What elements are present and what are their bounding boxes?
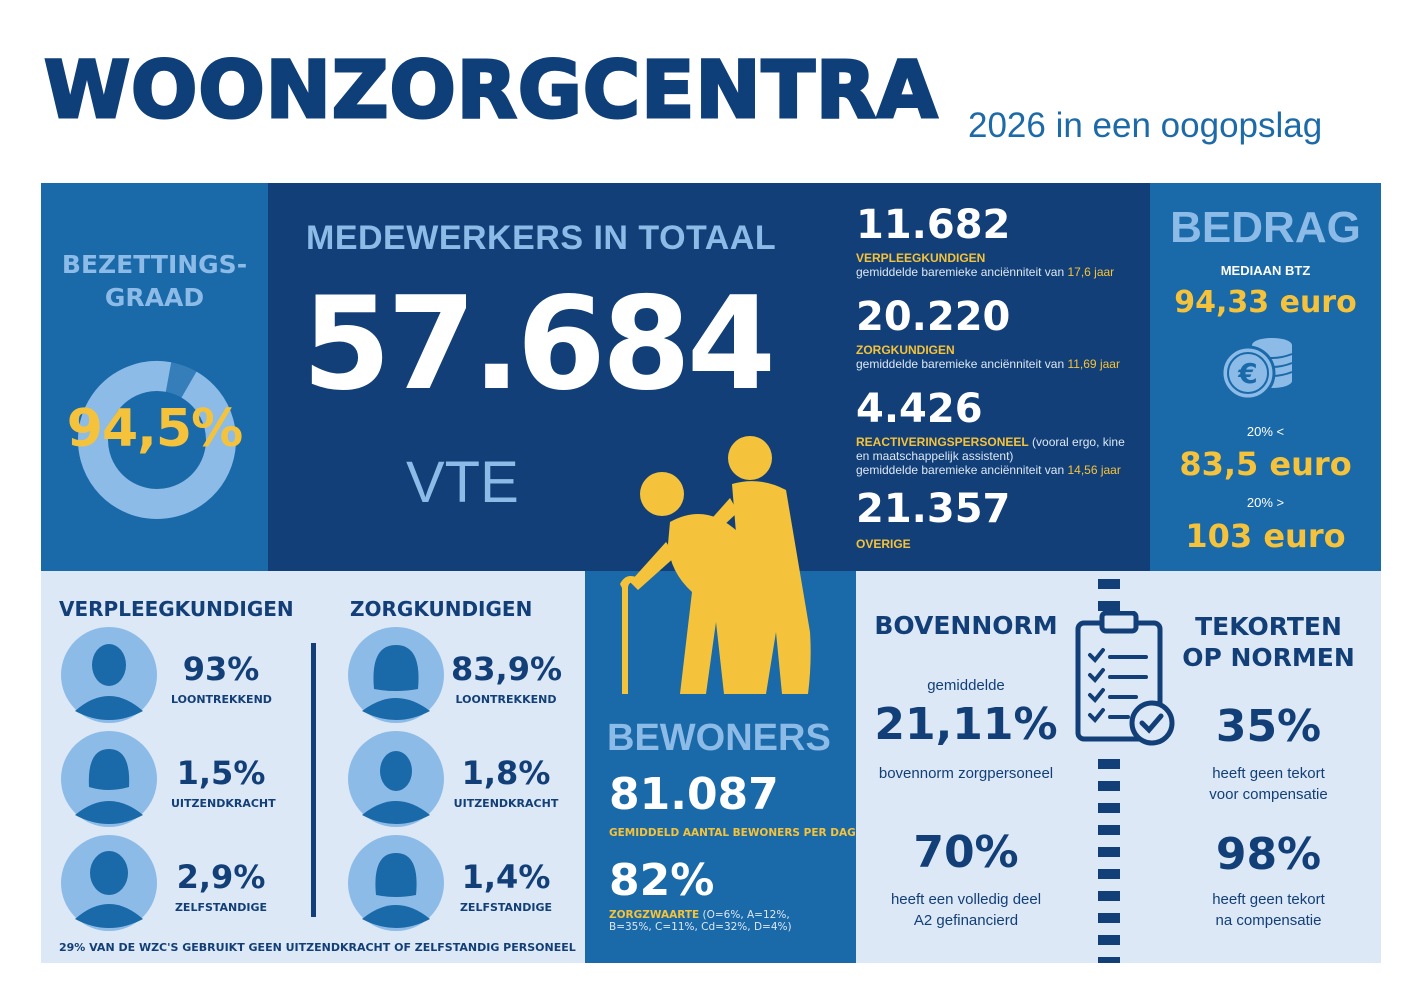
list-item <box>348 627 444 727</box>
shortage-heading-line1: TEKORTEN <box>1195 612 1342 641</box>
staff-group-title-extra2: en maatschappelijk assistent) <box>856 449 1014 463</box>
svg-text:€: € <box>1238 357 1258 390</box>
nurses-heading: VERPLEEGKUNDIGEN <box>59 597 294 621</box>
staff-group-other <box>856 486 1146 551</box>
above-norm-desc: bovennorm zorgpersoneel <box>878 765 1054 782</box>
occupancy-panel <box>41 183 268 571</box>
staff-group-note: gemiddelde baremieke anciënniteit van <box>856 265 1068 279</box>
a2-desc-line1: heeft een volledig deel <box>890 891 1042 908</box>
amount-median-value: 94,33 euro <box>1174 285 1357 320</box>
residents-count-label: GEMIDDELD AANTAL BEWONERS PER DAG <box>609 827 856 839</box>
stat-label: LOONTREKKEND <box>455 693 557 706</box>
stat-label: UITZENDKRACHT <box>171 797 276 810</box>
person-avatar-icon <box>61 627 157 723</box>
list-item <box>61 731 157 831</box>
column-divider <box>311 643 316 917</box>
stat-label: ZELFSTANDIGE <box>459 901 553 914</box>
list-item <box>61 627 157 727</box>
shortage-before-value: 35% <box>1215 701 1322 752</box>
staff-group-reactivation <box>856 386 1146 477</box>
staff-group-title: REACTIVERINGSPERSONEEL <box>856 435 1029 449</box>
personnel-panel <box>41 571 585 963</box>
stat-label: ZELFSTANDIGE <box>174 901 268 914</box>
occupancy-value: 94,5% <box>66 399 243 459</box>
staff-group-title: ZORGKUNDIGEN <box>856 343 955 357</box>
shortage-after-desc2: na compensatie <box>1215 912 1322 929</box>
list-item <box>348 835 444 935</box>
stat-value: 1,5% <box>176 754 266 792</box>
shortage-before-desc1: heeft geen tekort <box>1212 765 1325 782</box>
stat-value: 93% <box>182 650 260 688</box>
shortage-after-desc1: heeft geen tekort <box>1212 891 1325 908</box>
stat-value: 83,9% <box>451 650 563 688</box>
elderly-couple-icon <box>610 432 840 702</box>
staff-group-title: VERPLEEGKUNDIGEN <box>856 251 986 265</box>
shortage-heading-line2: OP NORMEN <box>1182 643 1355 673</box>
residents-count: 81.087 <box>609 769 779 820</box>
amount-low-value: 83,5 euro <box>1179 445 1352 483</box>
amount-high-value: 103 euro <box>1185 517 1346 555</box>
carer-stat <box>451 858 561 914</box>
staff-heading: MEDEWERKERS IN TOTAAL <box>306 219 777 257</box>
amount-panel <box>1150 183 1381 571</box>
carers-heading: ZORGKUNDIGEN <box>350 597 533 621</box>
shortage-before-desc2: voor compensatie <box>1209 786 1328 803</box>
page-subtitle: 2026 in een oogopslag <box>968 106 1323 145</box>
staff-group-number: 20.220 <box>856 294 1011 340</box>
staff-group-number: 21.357 <box>856 486 1011 532</box>
above-norm-value: 21,11% <box>874 699 1058 750</box>
above-norm-avg-label: gemiddelde <box>927 677 1005 694</box>
staff-group-note-value: 11,69 jaar <box>1067 357 1120 371</box>
residents-care-detail2: B=35%, C=11%, Cd=32%, D=4%) <box>609 921 792 933</box>
stat-label: LOONTREKKEND <box>171 693 272 706</box>
stat-value: 2,9% <box>176 858 266 896</box>
above-norm-heading: BOVENNORM <box>874 611 1058 640</box>
staff-unit: VTE <box>406 450 519 515</box>
staff-group-number: 11.682 <box>856 202 1011 248</box>
staff-total: 57.684 <box>302 270 772 419</box>
person-avatar-icon <box>348 835 444 931</box>
person-avatar-icon <box>348 731 444 827</box>
person-avatar-icon <box>348 627 444 723</box>
amount-heading: BEDRAG <box>1170 203 1361 252</box>
amount-high-label: 20% > <box>1246 495 1285 510</box>
euro-coins-icon <box>1220 333 1296 403</box>
person-avatar-icon <box>61 835 157 931</box>
staff-group-note-value: 14,56 jaar <box>1067 463 1121 477</box>
staff-group-nurses <box>856 202 1146 279</box>
staff-group-note-value: 17,6 jaar <box>1067 265 1115 279</box>
a2-value: 70% <box>913 827 1019 878</box>
occupancy-label <box>41 249 268 314</box>
nurse-stat <box>171 858 271 914</box>
residents-care-label: ZORGZWAARTE <box>609 909 700 921</box>
a2-desc-line2: A2 gefinancierd <box>913 912 1019 929</box>
stat-value: 1,8% <box>461 754 551 792</box>
amount-median-label: MEDIAAN BTZ <box>1220 263 1311 278</box>
residents-heading: BEWONERS <box>607 717 831 759</box>
residents-care-detail: (O=6%, A=12%, <box>699 909 790 921</box>
occupancy-label-line2: GRAAD <box>104 282 205 312</box>
shortage-after-value: 98% <box>1215 829 1322 880</box>
stat-value: 1,4% <box>461 858 551 896</box>
occupancy-label-line1: BEZETTINGS- <box>61 250 248 279</box>
amount-low-label: 20% < <box>1246 424 1285 439</box>
page-title: WOONZORGCENTRA <box>44 46 939 136</box>
residents-care-pct: 82% <box>609 855 715 906</box>
nurse-stat <box>171 754 276 810</box>
nurse-stat <box>171 650 272 706</box>
list-item <box>348 731 444 831</box>
staff-group-note: gemiddelde baremieke anciënniteit van <box>856 357 1068 371</box>
carer-stat <box>451 754 561 810</box>
person-avatar-icon <box>61 731 157 827</box>
list-item <box>61 835 157 935</box>
stat-label: UITZENDKRACHT <box>453 797 559 810</box>
staff-group-title-extra: (vooral ergo, kine <box>1028 435 1125 449</box>
staff-group-carers <box>856 294 1146 371</box>
personnel-footnote: 29% VAN DE WZC'S GEBRUIKT GEEN UITZENDKRACHT OF ZELFSTANDIG PERSONEEL <box>59 941 576 954</box>
staff-group-note: gemiddelde baremieke anciënniteit van <box>856 463 1068 477</box>
norms-panel <box>856 571 1381 963</box>
staff-group-title: OVERIGE <box>856 537 911 551</box>
carer-stat <box>451 650 563 706</box>
staff-group-number: 4.426 <box>856 386 983 432</box>
